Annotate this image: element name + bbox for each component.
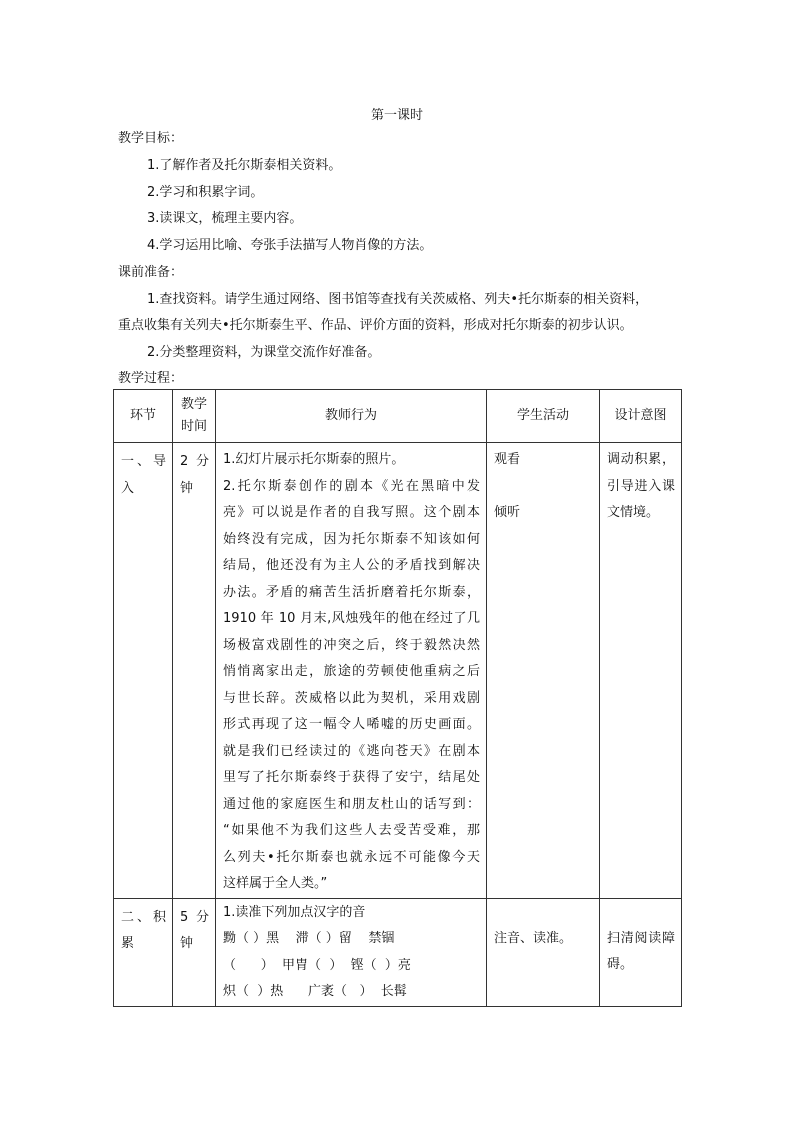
student-line: 注音、读准。 [494,930,573,946]
preparation-heading: 课前准备： [118,265,184,280]
preparation-item-1-line-2: 重点收集有关列夫•托尔斯泰生平、作品、评价方面的资料，形成对托尔斯泰的初步认识。 [118,318,633,333]
time-cell [173,443,216,899]
teacher-line: 1.幻灯片展示托尔斯泰的照片。 [223,452,405,467]
teacher-line: 1910 年 10 月末,风烛残年的他在经过了几 [223,611,480,626]
preparation-item-2: 2.分类整理资料，为课堂交流作好准备。 [147,345,381,360]
student-line: 倾听 [494,505,521,520]
table-row [114,443,682,899]
stage-text: 二、积累 [121,909,166,951]
teacher-line: 炽（ ）热 广袤（ ） 长髯 [223,984,407,999]
teacher-line: 黝（ ）黑 滞（ ）留 禁锢 [223,931,395,946]
intent-text: 扫清阅读障碍。 [607,930,675,972]
student-cell [487,898,600,1006]
time-text: 5 分钟 [180,909,209,951]
teacher-line: 办法。矛盾的痛苦生活折磨着托尔斯泰， [223,584,480,600]
teacher-line: 这样属于全人类。” [223,876,328,891]
teacher-line: 里写了托尔斯泰终于获得了安宁，结尾处 [223,770,480,785]
teacher-line: 形式再现了这一幅令人唏嘘的历史画面。 [223,717,480,732]
objectives-heading: 教学目标： [118,131,184,146]
header-time: 教学时间 [173,390,216,443]
header-intent: 设计意图 [600,390,682,443]
teacher-line: 悄悄离家出走，旅途的劳顿使他重病之后 [223,664,480,679]
objective-item: 2.学习和积累字词。 [147,185,264,200]
intent-text: 调动积累，引导进入课文情境。 [607,452,675,520]
lesson-table [113,389,682,1007]
intent-cell [600,898,682,1006]
teacher-line: 通过他的家庭医生和朋友杜山的话写到： [223,796,480,812]
time-text: 2 分钟 [180,454,209,496]
objective-item: 1.了解作者及托尔斯泰相关资料。 [147,158,342,173]
table-header-row [114,390,682,443]
preparation-item-1-line-1: 1.查找资料。请学生通过网络、图书馆等查找有关茨威格、列夫•托尔斯泰的相关资料， [147,292,649,307]
stage-cell [114,443,173,899]
teacher-cell [216,443,487,899]
student-line: 观看 [494,452,521,467]
time-cell [173,898,216,1006]
teacher-line: “如果他不为我们这些人去受苦受难，那 [223,823,480,838]
stage-text: 一、导入 [121,454,166,496]
teacher-line: 2.托尔斯泰创作的剧本《光在黑暗中发 [223,478,480,494]
teacher-line: 结局，他还没有为主人公的矛盾找到解决 [223,558,480,573]
teacher-line: 亮》可以说是作者的自我写照。这个剧本 [223,505,480,520]
header-teacher: 教师行为 [216,390,487,443]
table-row [114,898,682,1006]
stage-cell [114,898,173,1006]
intent-cell [600,443,682,899]
objective-item: 3.读课文，梳理主要内容。 [147,211,303,226]
teacher-line: （ ） 甲胄（ ） 铿（ ）亮 [223,957,411,973]
process-heading: 教学过程： [118,371,184,386]
teacher-cell [216,898,487,1006]
teacher-line: 1.读准下列加点汉字的音 [223,904,366,920]
teacher-line: 与世长辞。茨威格以此为契机，采用戏剧 [223,690,480,706]
teacher-line: 场极富戏剧性的冲突之后，终于毅然决然 [223,637,480,653]
student-cell [487,443,600,899]
teacher-line: 始终没有完成，因为托尔斯泰不知该如何 [223,531,480,547]
page-title: 第一课时 [370,108,423,123]
objective-item: 4.学习运用比喻、夸张手法描写人物肖像的方法。 [147,238,433,253]
header-stage: 环节 [114,390,173,443]
teacher-line: 么列夫•托尔斯泰也就永远不可能像今天 [223,849,480,865]
header-student: 学生活动 [487,390,600,443]
teacher-line: 就是我们已经读过的《逃向苍天》在剧本 [223,743,480,759]
